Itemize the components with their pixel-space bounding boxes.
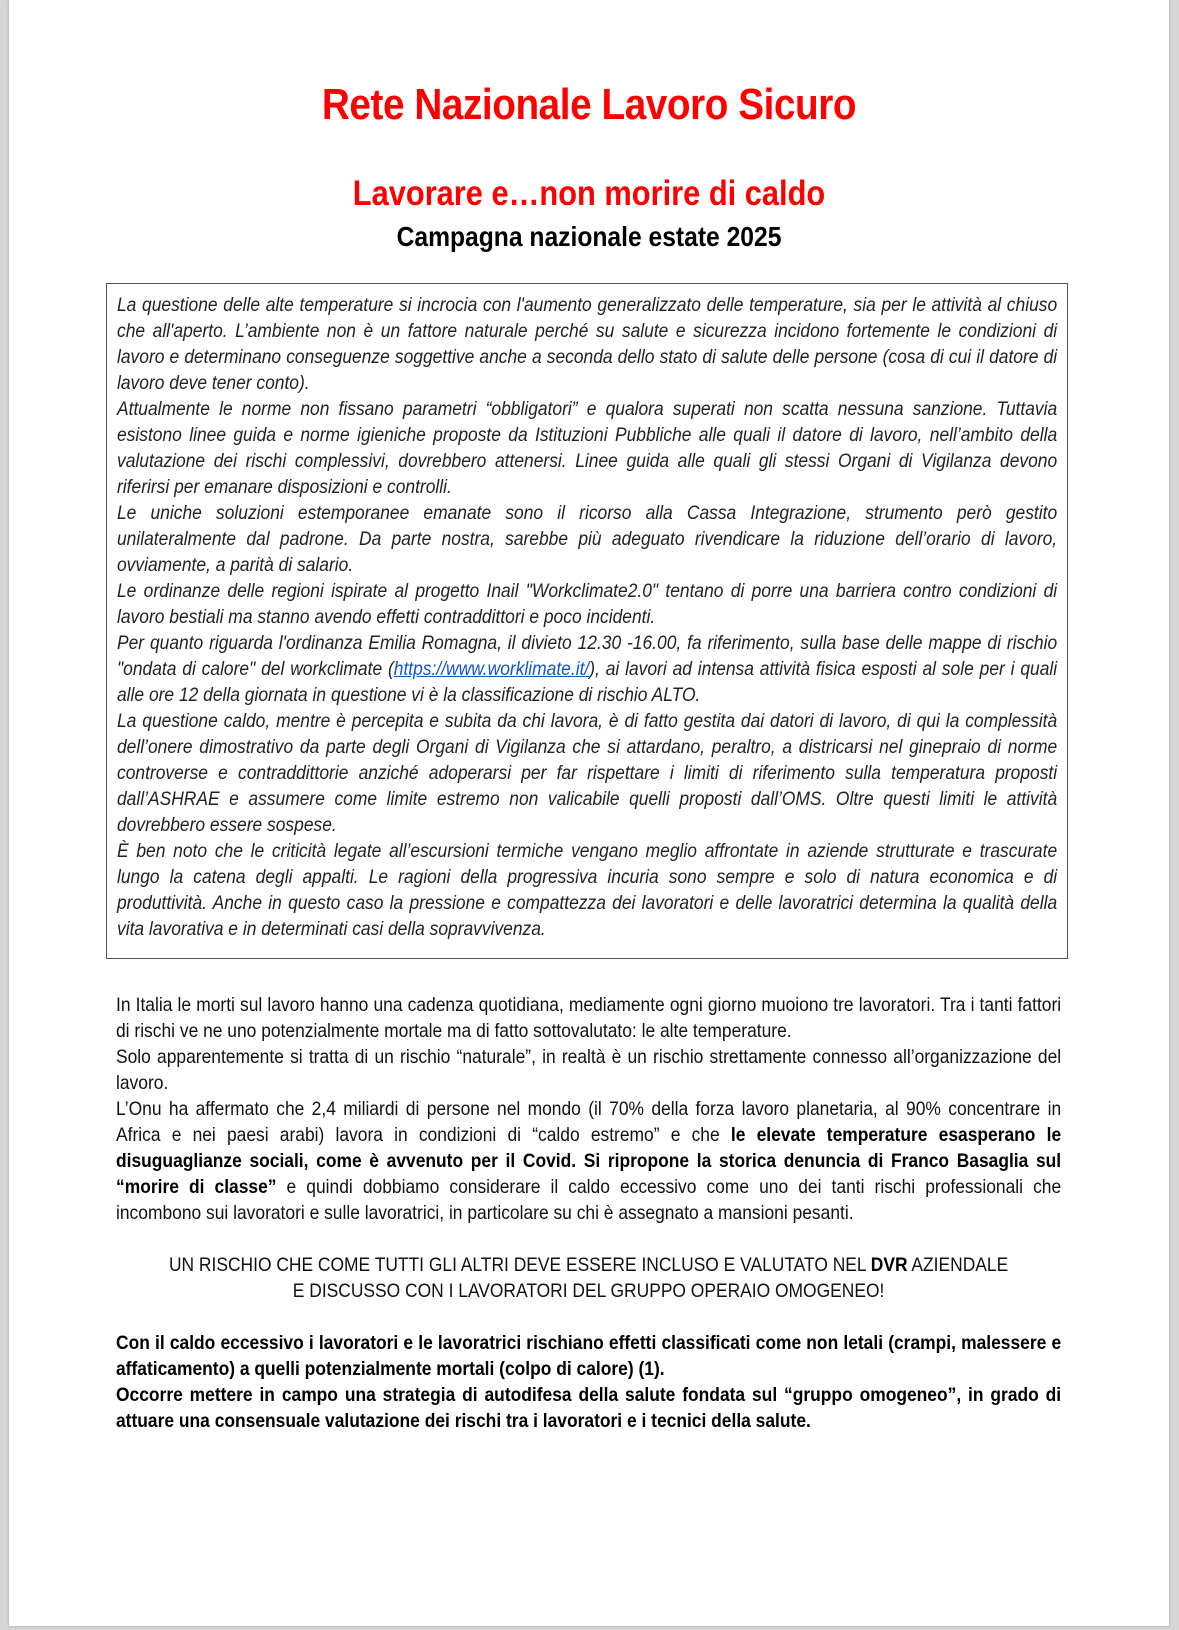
box-paragraph: Le uniche soluzioni estemporanee emanate sono il ricorso alla Cassa Integrazione, strumento però gestito unilateralmente dal padrone. Da parte nostra, sarebbe più adeguato rivendicare la riduzione dell’orario di lavoro, ovviamente, a parità di salario.: [117, 502, 1058, 576]
box-paragraph: La questione delle alte temperature si incrocia con l'aumento generalizzato delle temperature, sia per le attività al chiuso che all'aperto. L’ambiente non è un fattore naturale perché su salute e sicurezza incidono fortemente le condizioni di lavoro e determinano conseguenze soggettive anche a seconda dello stato di salute delle persone (cosa di cui il datore di lavoro deve tener conto).: [117, 294, 1058, 394]
text: ), ai lavori ad intensa attività fisica esposti al sole per i quali alle ore 12 della giornata in questione vi è la classificazione di rischio ALTO.: [117, 658, 1058, 706]
bold-text: le elevate temperature esasperano le disuguaglianze sociali, come è avvenuto per il Covid. Si ripropone la storica denuncia di Franco Basaglia sul “morire di classe”: [116, 1124, 1062, 1198]
text: UN RISCHIO CHE COME TUTTI GLI ALTRI DEVE ESSERE INCLUSO E VALUTATO NEL: [168, 1254, 871, 1276]
text: Per quanto riguarda l'ordinanza Emilia Romagna, il divieto 12.30 -16.00, fa riferimento, sulla base delle mappe di rischio "ondata di calore" del workclimate (: [117, 632, 1058, 680]
body-paragraph-onu: [116, 1096, 1061, 1226]
main-body: [116, 992, 1061, 1434]
bold-text: Con il caldo eccessivo i lavoratori e le lavoratrici rischiano effetti classificati come non letali (crampi, malessere e affaticamento) a quelli potenzialmente mortali (colpo di calore) (1).: [116, 1332, 1062, 1380]
box-paragraph-ordinance: [117, 630, 1057, 708]
bold-text: Occorre mettere in campo una strategia di autodifesa della salute fondata sul “gruppo omogeneo”, in grado di attuare una consensuale valutazione dei rischi tra i lavoratori e i tecnici della salute.: [116, 1384, 1062, 1432]
box-paragraph: Le ordinanze delle regioni ispirate al progetto Inail "Workclimate2.0" tentano di porre una barriera contro condizioni di lavoro bestiali ma stanno avendo effetti contraddittori e poco incidenti.: [117, 580, 1058, 628]
dvr-bold: DVR: [870, 1254, 908, 1276]
box-paragraph: È ben noto che le criticità legate all’escursioni termiche vengano meglio affrontate in aziende strutturate e trascurate lungo la catena degli appalti. Le ragioni della progressiva incuria sono sempre e solo di natura economica e di produttività. Anche in questo caso la pressione e compattezza dei lavoratori e delle lavoratrici determina la qualità della vita lavorativa e in determinati casi della sopravvivenza.: [117, 840, 1058, 940]
intro-box: [106, 283, 1068, 959]
text: e quindi dobbiamo considerare il caldo eccessivo come uno dei tanti rischi professionali che incombono sui lavoratori e sulle lavoratrici, in particolare su chi è assegnato a mansioni pesanti.: [116, 1176, 1062, 1224]
text: L’Onu ha affermato che 2,4 miliardi di persone nel mondo (il 70% della forza lavoro planetaria, al 90% concentrare in Africa e nei paesi arabi) lavora in condizioni di “caldo estremo” e che: [116, 1098, 1062, 1146]
page-subtitle: Lavorare e…non morire di caldo: [352, 174, 826, 213]
notice-line-1: [116, 1252, 1061, 1278]
closing-paragraph: [116, 1330, 1061, 1382]
worklimate-link[interactable]: https://www.worklimate.it/: [393, 658, 590, 680]
box-paragraph: La questione caldo, mentre è percepita e subita da chi lavora, è di fatto gestita dai datori di lavoro, di qui la complessità dell’onere dimostrativo da parte degli Organi di Vigilanza che si attardano, peraltro, a districarsi nel ginepraio di norme controverse e contraddittorie anziché adoperarsi per far rispettare i limiti di riferimento sulla temperatura proposti dall’ASHRAE e assumere come limite estremo non valicabile quelli proposti dall’OMS. Oltre questi limiti le attività dovrebbero essere sospese.: [117, 710, 1058, 836]
page-title: Rete Nazionale Lavoro Sicuro: [321, 80, 857, 129]
body-paragraph: In Italia le morti sul lavoro hanno una cadenza quotidiana, mediamente ogni giorno muoiono tre lavoratori. Tra i tanti fattori di rischi ve ne uno potenzialmente mortale ma di fatto sottovalutato: le alte temperature.: [116, 994, 1062, 1042]
notice-line-2: E DISCUSSO CON I LAVORATORI DEL GRUPPO OPERAIO OMOGENEO!: [292, 1280, 885, 1302]
text: AZIENDALE: [907, 1254, 1009, 1276]
document-page: [9, 0, 1169, 1626]
box-paragraph: Attualmente le norme non fissano parametri “obbligatori” e qualora superati non scatta nessuna sanzione. Tuttavia esistono linee guida e norme igieniche proposte da Istituzioni Pubbliche alle quali il datore di lavoro, nell’ambito della valutazione dei rischi complessivi, dovrebbero attenersi. Linee guida alle quali gli stessi Organi di Vigilanza devono riferirsi per emanare disposizioni e controlli.: [117, 398, 1058, 498]
campaign-heading: Campagna nazionale estate 2025: [396, 221, 782, 252]
closing-paragraph: [116, 1382, 1061, 1434]
body-paragraph: Solo apparentemente si tratta di un rischio “naturale”, in realtà è un rischio strettamente connesso all’organizzazione del lavoro.: [116, 1046, 1062, 1094]
